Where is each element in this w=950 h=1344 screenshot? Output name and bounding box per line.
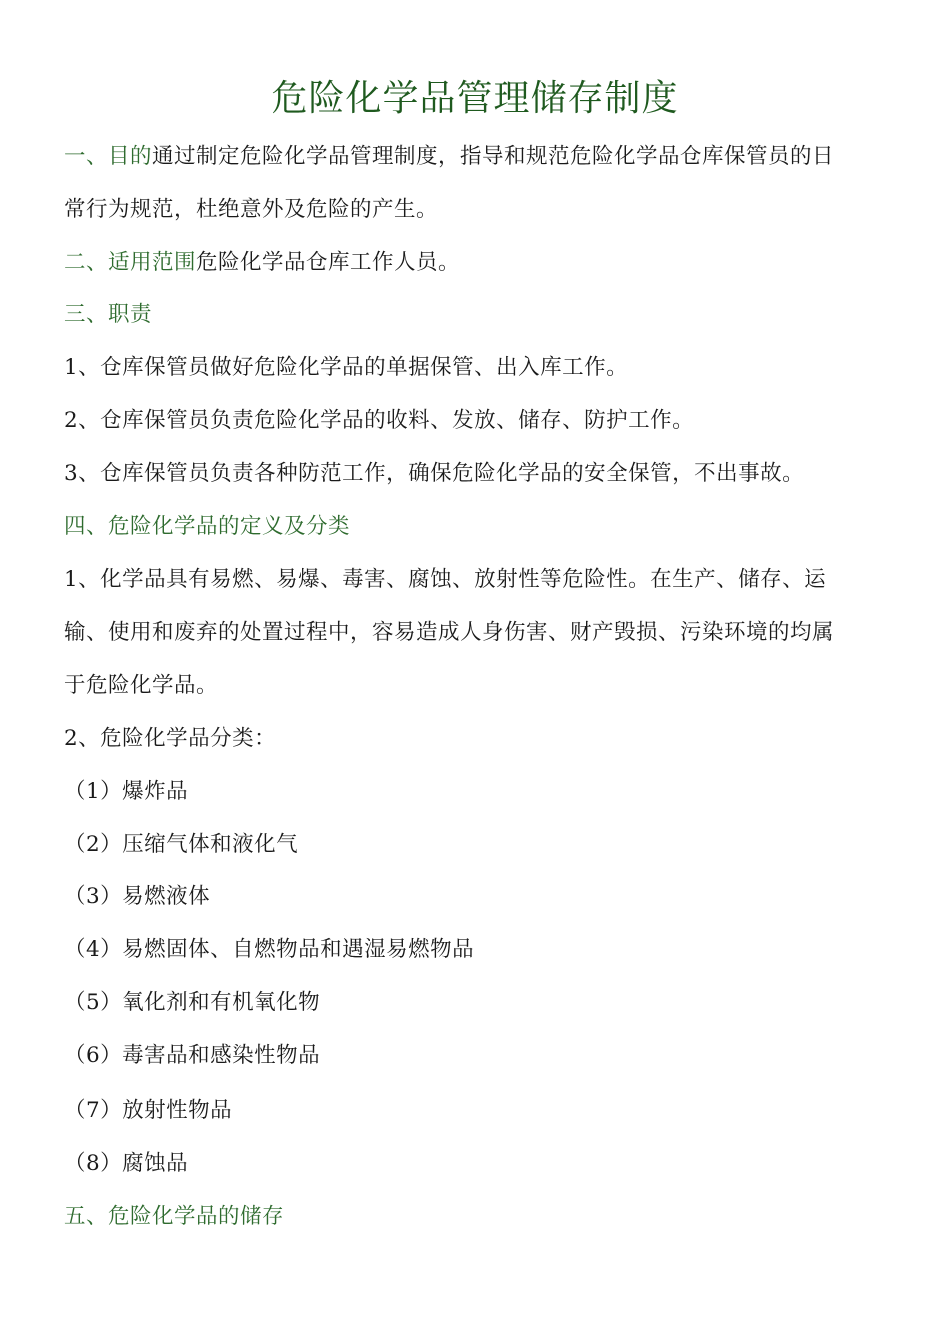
category-item-8: （8）腐蚀品 xyxy=(64,1151,189,1176)
section-2-heading: 二、适用范围 xyxy=(64,250,197,275)
category-item-4: （4）易燃固体、自燃物品和遇湿易燃物品 xyxy=(64,937,475,962)
definition-line-3: 于危险化学品。 xyxy=(64,673,219,698)
duty-item-3: 3、仓库保管员负责各种防范工作，确保危险化学品的安全保管，不出事故。 xyxy=(64,461,805,486)
definition-line-2: 输、使用和废弃的处置过程中，容易造成人身伤害、财产毁损、污染环境的均属 xyxy=(64,620,835,645)
duty-item-1: 1、仓库保管员做好危险化学品的单据保管、出入库工作。 xyxy=(64,355,629,380)
classification-intro: 2、危险化学品分类： xyxy=(64,726,277,751)
category-item-6: （6）毒害品和感染性物品 xyxy=(64,1043,321,1068)
category-item-3: （3）易燃液体 xyxy=(64,884,211,909)
category-item-5: （5）氧化剂和有机氧化物 xyxy=(64,990,321,1015)
category-item-2: （2）压缩气体和液化气 xyxy=(64,832,299,857)
section-2-line xyxy=(64,248,460,278)
section-1-text-2: 常行为规范，杜绝意外及危险的产生。 xyxy=(64,197,439,222)
section-5-heading: 五、危险化学品的储存 xyxy=(64,1204,285,1229)
section-1-heading: 一、目的 xyxy=(64,144,153,169)
category-item-7: （7）放射性物品 xyxy=(64,1098,233,1123)
category-item-1: （1）爆炸品 xyxy=(64,779,189,804)
section-1-line-1 xyxy=(64,142,834,172)
section-1-text-1: 通过制定危险化学品管理制度，指导和规范危险化学品仓库保管员的日 xyxy=(152,144,835,169)
section-4-heading: 四、危险化学品的定义及分类 xyxy=(64,514,351,539)
document-title: 危险化学品管理储存制度 xyxy=(271,78,679,119)
duty-item-2: 2、仓库保管员负责危险化学品的收料、发放、储存、防护工作。 xyxy=(64,408,695,433)
section-3-heading: 三、职责 xyxy=(64,302,153,327)
section-2-text: 危险化学品仓库工作人员。 xyxy=(196,250,461,275)
definition-line-1: 1、化学品具有易燃、易爆、毒害、腐蚀、放射性等危险性。在生产、储存、运 xyxy=(64,567,827,592)
